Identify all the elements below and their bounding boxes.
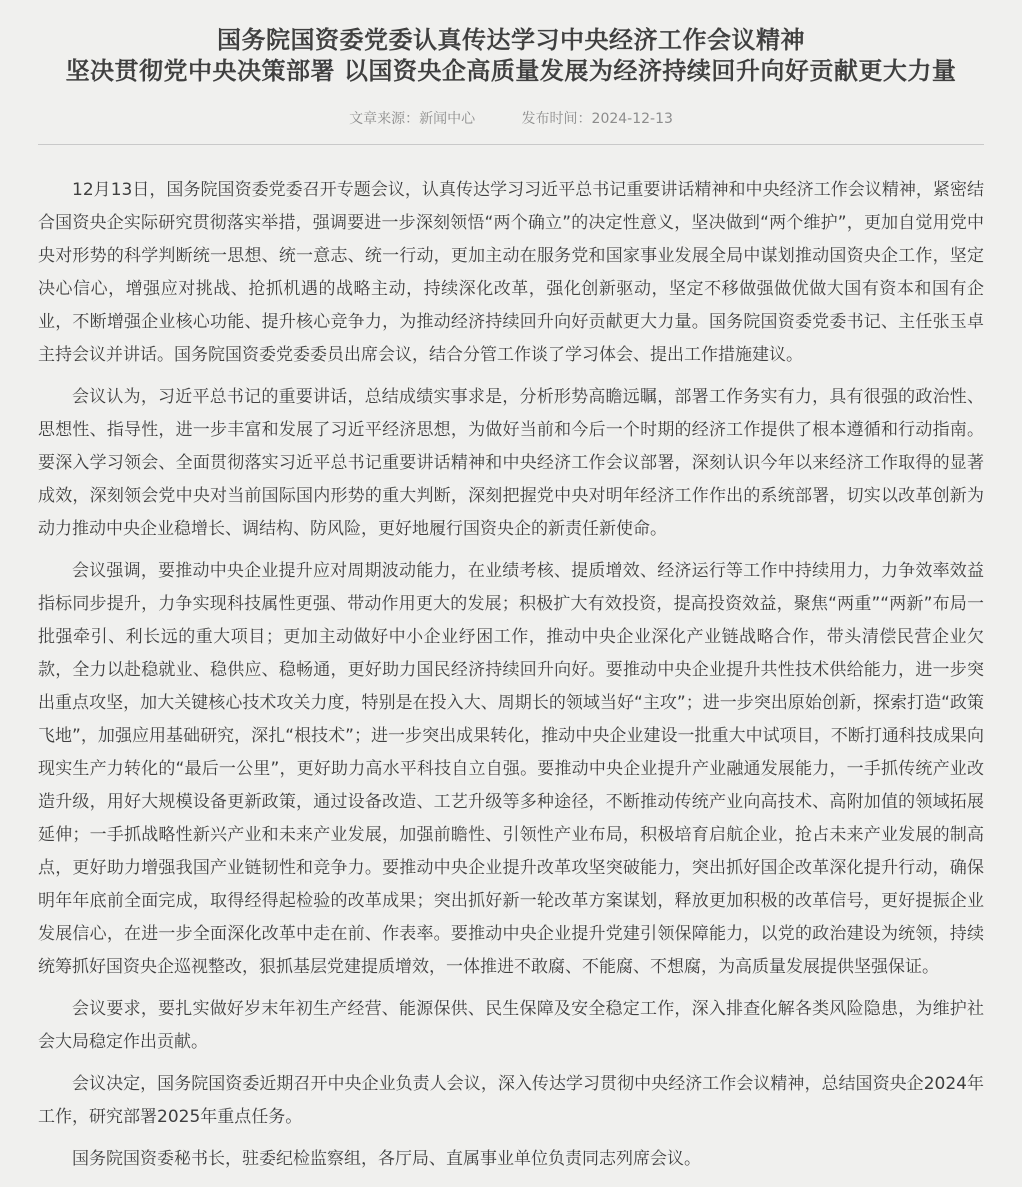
article-paragraph-6: 国务院国资委秘书长，驻委纪检监察组，各厅局、直属事业单位负责同志列席会议。	[72, 1149, 701, 1169]
article-paragraph-5: 会议决定，国务院国资委近期召开中央企业负责人会议，深入传达学习贯彻中央经济工作会议精神，总结国资央企2024年工作，研究部署2025年重点任务。	[38, 1074, 984, 1127]
article-paragraph-2: 会议认为，习近平总书记的重要讲话，总结成绩实事求是，分析形势高瞻远瞩，部署工作务实有力，具有很强的政治性、思想性、指导性，进一步丰富和发展了习近平经济思想，为做好当前和今后一个时期的经济工作提供了根本遵循和行动指南。要深入学习领会、全面贯彻落实习近平总书记重要讲话精神和中央经济工作会议部署，深刻认识今年以来经济工作取得的显著成效，深刻领会党中央对当前国际国内形势的重大判断，深刻把握党中央对明年经济工作作出的系统部署，切实以改革创新为动力推动中央企业稳增长、调结构、防风险，更好地履行国资央企的新责任新使命。	[38, 387, 984, 539]
article-source: 文章来源：新闻中心	[349, 111, 476, 127]
header-divider	[38, 144, 984, 145]
article-publish-time: 发布时间：2024-12-13	[521, 111, 673, 127]
article-title-line1: 国务院国资委党委认真传达学习中央经济工作会议精神	[217, 26, 805, 54]
article-body	[38, 174, 984, 1176]
article-paragraph-4: 会议要求，要扎实做好岁末年初生产经营、能源保供、民生保障及安全稳定工作，深入排查化解各类风险隐患，为维护社会大局稳定作出贡献。	[38, 999, 984, 1052]
article-paragraph-1: 12月13日，国务院国资委党委召开专题会议，认真传达学习习近平总书记重要讲话精神和中央经济工作会议精神，紧密结合国资央企实际研究贯彻落实举措，强调要进一步深刻领悟“两个确立”的决定性意义，坚决做到“两个维护”，更加自觉用党中央对形势的科学判断统一思想、统一意志、统一行动，更加主动在服务党和国家事业发展全局中谋划推动国资央企工作，坚定决心信心，增强应对挑战、抢抓机遇的战略主动，持续深化改革，强化创新驱动，坚定不移做强做优做大国有资本和国有企业，不断增强企业核心功能、提升核心竞争力，为推动经济持续回升向好贡献更大力量。国务院国资委党委书记、主任张玉卓主持会议并讲话。国务院国资委党委委员出席会议，结合分管工作谈了学习体会、提出工作措施建议。	[38, 180, 984, 365]
article-paragraph-3: 会议强调，要推动中央企业提升应对周期波动能力，在业绩考核、提质增效、经济运行等工作中持续用力，力争效率效益指标同步提升，力争实现科技属性更强、带动作用更大的发展；积极扩大有效投资，提高投资效益，聚焦“两重”“两新”布局一批强牵引、利长远的重大项目；更加主动做好中小企业纾困工作，推动中央企业深化产业链战略合作，带头清偿民营企业欠款，全力以赴稳就业、稳供应、稳畅通，更好助力国民经济持续回升向好。要推动中央企业提升共性技术供给能力，进一步突出重点攻坚，加大关键核心技术攻关力度，特别是在投入大、周期长的领域当好“主攻”；进一步突出原始创新，探索打造“政策飞地”，加强应用基础研究，深扎“根技术”；进一步突出成果转化，推动中央企业建设一批重大中试项目，不断打通科技成果向现实生产力转化的“最后一公里”，更好助力高水平科技自立自强。要推动中央企业提升产业融通发展能力，一手抓传统产业改造升级，用好大规模设备更新政策，通过设备改造、工艺升级等多种途径，不断推动传统产业向高技术、高附加值的领域拓展延伸；一手抓战略性新兴产业和未来产业发展，加强前瞻性、引领性产业布局，积极培育启航企业，抢占未来产业发展的制高点，更好助力增强我国产业链韧性和竞争力。要推动中央企业提升改革攻坚突破能力，突出抓好国企改革深化提升行动，确保明年年底前全面完成，取得经得起检验的改革成果；突出抓好新一轮改革方案谋划，释放更加积极的改革信号，更好提振企业发展信心，在进一步全面深化改革中走在前、作表率。要推动中央企业提升党建引领保障能力，以党的政治建设为统领，持续统筹抓好国资央企巡视整改，狠抓基层党建提质增效，一体推进不敢腐、不能腐、不想腐，为高质量发展提供坚强保证。	[38, 561, 984, 977]
article-title-line2: 坚决贯彻党中央决策部署 以国资央企高质量发展为经济持续回升向好贡献更大力量	[65, 57, 957, 85]
article-header	[38, 0, 984, 145]
article-meta	[38, 108, 984, 128]
article-title	[38, 25, 984, 87]
